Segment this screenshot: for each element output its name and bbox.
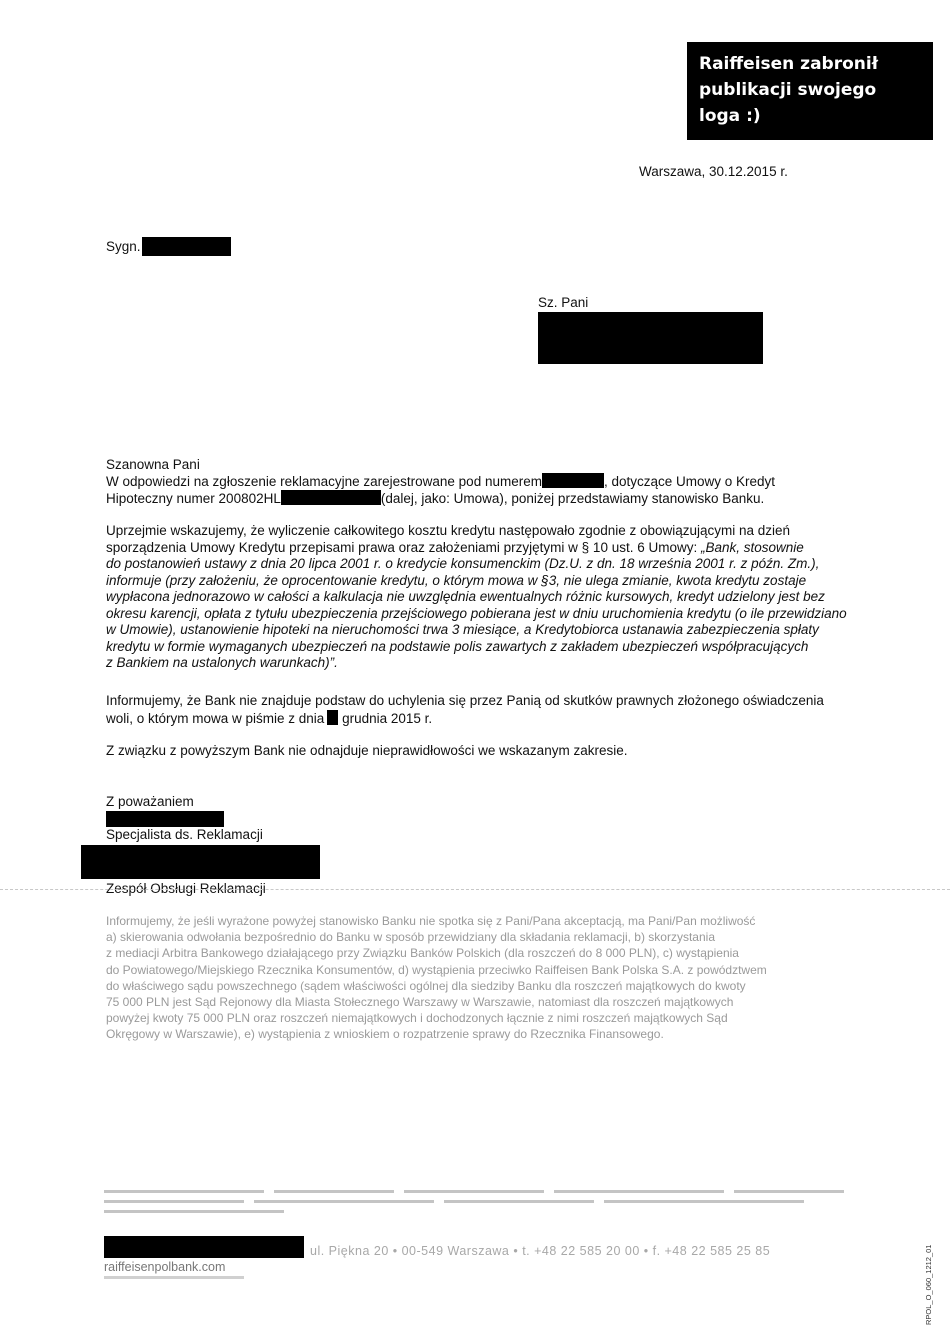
website-subtext [104, 1276, 244, 1279]
quoted-line: do postanowień ustawy z dnia 20 lipca 2001 r. o kredycie konsumenckim (Dz.U. z dn. 18 września 2001 r. z późn. Zm.), [106, 556, 820, 571]
quoted-line: wypłacona jednorazowo w całości a kalkulacja nie uwzględnia ewentualnych różnic kursowych, kredyt udzielony jest bez [106, 589, 825, 604]
legal-notice-line: 75 000 PLN jest Sąd Rejonowy dla Miasta Stołecznego Warszawy w Warszawie, natomiast dla roszczeń majątkowych [106, 995, 734, 1010]
intro-text: , dotyczące Umowy o Kredyt [603, 474, 776, 489]
paragraph-line: Uprzejmie wskazujemy, że wyliczenie całkowitego kosztu kredytu następowało zgodnie z obowiązującymi na dzień [106, 523, 791, 538]
declaration-paragraph [106, 693, 866, 727]
intro-text: W odpowiedzi na zgłoszenie reklamacyjne zarejestrowane pod numerem [106, 474, 542, 489]
salutation: Szanowna Pani [106, 457, 200, 472]
department-name: Zespół Obsługi Reklamacji [106, 881, 266, 896]
divider [0, 889, 950, 890]
redacted-recipient [538, 312, 763, 364]
intro-line-2 [106, 490, 764, 508]
fine-print-footer [104, 1188, 844, 1220]
legal-notice-line: do Powiatowego/Miejskiego Rzecznika Konsumentów, d) wystąpienia przeciwko Raiffeisen Bank Polska S.A. z powództwem [106, 962, 767, 977]
redacted-complaint-number [542, 473, 604, 488]
paragraph-text: grudnia 2015 r. [338, 710, 433, 726]
redacted-footer [104, 1236, 304, 1258]
paragraph-text: sporządzenia Umowy Kredytu przepisami prawa oraz założeniami przyjętymi w § 10 ust. 6 Umowy: [106, 539, 701, 555]
redacted-day [327, 710, 338, 725]
quoted-text: „Bank, stosownie [700, 539, 804, 555]
redacted-loan-number [281, 490, 381, 505]
closing: Z poważaniem [106, 794, 194, 809]
legal-notice [106, 913, 866, 1043]
paragraph-line [106, 710, 866, 728]
quoted-line: z Bankiem na ustalonych warunkach)”. [106, 655, 338, 670]
fine-print-texture [104, 1188, 844, 1220]
legal-notice-line: do właściwego sądu powszechnego (sądem właściwości ogólnej dla siedziby Banku dla roszczeń majątkowych do kwoty [106, 978, 746, 993]
recipient-label: Sz. Pani [538, 295, 589, 310]
intro-line-1 [106, 473, 775, 491]
redacted-name [81, 845, 320, 879]
logo-notice-line: publikacji swojego [699, 80, 877, 100]
letter-date: Warszawa, 30.12.2015 r. [639, 164, 788, 179]
form-code: RPOL_O_060_1212_01 [924, 1244, 933, 1325]
intro-text: Hipoteczny numer 200802HL [106, 491, 281, 506]
quoted-line: informuje (przy założeniu, że oprocentowanie kredytu, o którym mowa w §3, nie ulega zmianie, kwota kredytu zostaje [106, 572, 807, 588]
paragraph-line [106, 540, 866, 557]
redacted-reference [142, 237, 231, 256]
legal-notice-line: Okręgowy w Warszawie), e) wystąpienia z wnioskiem o rozpatrzenie sprawy do Rzecznika Finansowego. [106, 1027, 664, 1042]
legal-notice-line: powyżej kwoty 75 000 PLN oraz roszczeń niemajątkowych i dochodzonych łącznie z nimi roszczeń majątkowych Sąd [106, 1011, 728, 1026]
logo-notice-line: Raiffeisen zabronił [699, 54, 879, 74]
reference-label: Sygn. [106, 239, 141, 254]
bank-address: ul. Piękna 20 • 00-549 Warszawa • t. +48 22 585 20 00 • f. +48 22 585 25 85 [310, 1244, 771, 1258]
cost-explanation-paragraph [106, 523, 866, 672]
quoted-line: w Umowie), ustanowienie hipoteki na nieruchomości trwa 3 miesiące, a Kredytobiorca ustanawia zabezpieczenia spłaty [106, 622, 819, 637]
legal-notice-line: z mediacji Arbitra Bankowego działającego przy Związku Banków Polskich (dla roszczeń do 8 000 PLN), c) wystąpienia [106, 946, 739, 961]
legal-notice-line: a) skierowania odwołania bezpośrednio do Banku w sposób przewidziany dla składania reklamacji, b) skorzystania [106, 930, 715, 945]
quoted-line: okresu karencji, opłata z tytułu ubezpieczenia przejściowego pobierana jest w dniu uruchomienia kredytu (o ile przewidziano [106, 605, 847, 621]
logo-notice-line: loga :) [699, 106, 761, 126]
conclusion-paragraph: Z związku z powyższym Bank nie odnajduje nieprawidłowości we wskazanym zakresie. [106, 743, 628, 758]
signer-title: Specjalista ds. Reklamacji [106, 827, 263, 842]
logo-notice [687, 42, 933, 140]
paragraph-text: woli, o którym mowa w piśmie z dnia [106, 710, 325, 726]
paragraph-line: Informujemy, że Bank nie znajduje podstaw do uchylenia się przez Panią od skutków prawnych złożonego oświadczenia [106, 693, 824, 708]
intro-text: (dalej, jako: Umowa), poniżej przedstawiamy stanowisko Banku. [380, 491, 765, 506]
legal-notice-line: Informujemy, że jeśli wyrażone powyżej stanowisko Banku nie spotka się z Pani/Pana akceptacją, ma Pani/Pan możliwość [106, 914, 756, 928]
quoted-line: kredytu w formie wymaganych ubezpieczeń na podstawie polis zawartych z zakładem ubezpieczeń współpracujących [106, 638, 809, 654]
bank-website: raiffeisenpolbank.com [104, 1260, 226, 1274]
redacted-signature [106, 811, 224, 827]
